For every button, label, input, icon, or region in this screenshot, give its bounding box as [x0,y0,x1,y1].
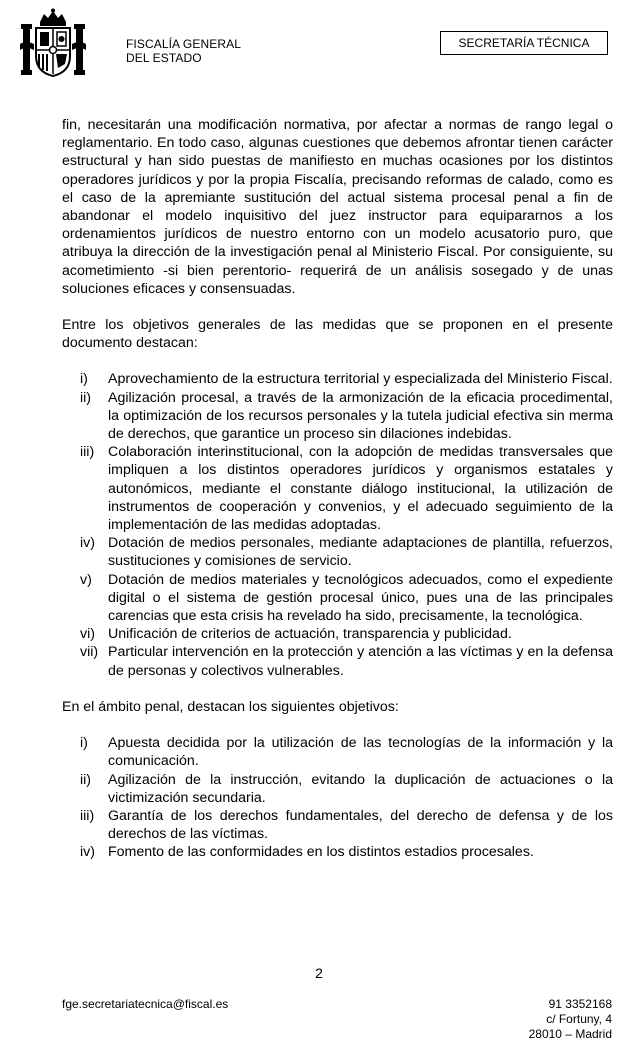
list-item [62,771,613,807]
item-text: Agilización procesal, a través de la armonización de la eficacia procedimental, la optimización de los recursos personales y la tutela judicial efectiva sin merma de derechos, que garantice un proceso sin dilaciones indebidas. [108,389,613,443]
item-text: Garantía de los derechos fundamentales, del derecho de defensa y de los derechos de las víctimas. [108,807,613,843]
item-number: vii) [80,644,99,661]
item-number: iv) [80,535,95,552]
email-text: fge.secretariatecnica@fiscal.es [62,997,229,1011]
item-number: vi) [80,626,95,643]
item-number: iii) [80,444,95,461]
item-text: Dotación de medios personales, mediante adaptaciones de plantilla, refuerzos, sustituciones y comisiones de servicio. [108,535,613,570]
organization-name [126,37,241,65]
department-box [440,31,608,55]
paragraph-intro: fin, necesitarán una modificación normativa, por afectar a normas de rango legal o reglamentario. En todo caso, algunas cuestiones que debemos afrontar tienen carácter estructural y han sido puestas de manifiesto en muchas ocasiones por los distintos operadores jurídicos y por la propia Fiscalía, precisando reformas de calado, como es el caso de la apremiante sustitución del actual sistema procesal penal a fin de abandonar el modelo inquisitivo del juez instructor para equipararnos a los ordenamientos jurídicos de nuestro entorno con un modelo acusatorio puro, que atribuya la dirección de la investigación penal al Ministerio Fiscal. Por consiguiente, su acometimiento -si bien perentorio- requerirá de un análisis sosegado y de unas soluciones eficaces y consensuadas. [62,117,613,297]
page-number: 2 [315,965,323,981]
phone-text: 91 3352168 [548,997,612,1011]
item-text: Particular intervención en la protección y atención a las víctimas y en la defensa de personas y colectivos vulnerables. [108,644,613,679]
item-number: ii) [80,771,92,788]
item-number: i) [80,371,88,388]
list-item [62,625,613,643]
list-item [62,370,613,388]
city-text: 28010 – Madrid [528,1027,612,1041]
penal-objectives-list [62,734,613,861]
paragraph-penal-objectives: En el ámbito penal, destacan los siguientes objetivos: [62,698,399,715]
org-line-2: DEL ESTADO [126,51,202,65]
list-item [62,389,613,444]
item-text: Fomento de las conformidades en los distintos estadios procesales. [108,844,534,861]
list-item [62,843,613,861]
general-objectives-list [62,370,613,679]
item-text: Dotación de medios materiales y tecnológicos adecuados, como el expediente digital o el sistema de gestión procesal único, pues una de las principales carencias que esta crisis ha revelado ha sido, precisamente, la tecnológica. [108,571,613,625]
item-text: Agilización de la instrucción, evitando la duplicación de actuaciones o la victimización secundaria. [108,771,613,806]
item-number: iv) [80,844,95,861]
item-text: Colaboración interinstitucional, con la adopción de medidas transversales que impliquen a los distintos operadores jurídicos y organismos estatales y autonómicos, mediante el constante diálogo institucional, la utilización de instrumentos de cooperación y convenios, y el adecuado seguimiento de la implementación de las medidas adoptadas. [108,444,613,534]
org-line-1: FISCALÍA GENERAL [126,37,241,51]
item-number: ii) [80,389,92,406]
item-number: i) [80,735,88,752]
coat-of-arms-icon [18,8,88,80]
street-text: c/ Fortuny, 4 [546,1012,612,1026]
list-item [62,571,613,626]
list-item [62,734,613,770]
item-text: Unificación de criterios de actuación, transparencia y publicidad. [108,626,512,643]
item-text: Aprovechamiento de la estructura territorial y especializada del Ministerio Fiscal. [108,371,613,388]
footer-email [62,997,228,1012]
department-label: SECRETARÍA TÉCNICA [458,36,590,50]
footer-address [529,997,612,1042]
paragraph-general-objectives: Entre los objetivos generales de las medidas que se proponen en el presente documento destacan: [62,317,613,352]
list-item [62,534,613,570]
item-number: iii) [80,807,95,824]
list-item [62,443,613,534]
list-item [62,807,613,843]
item-number: v) [80,571,92,588]
document-body [62,116,613,880]
list-item [62,643,613,679]
item-text: Apuesta decidida por la utilización de las tecnologías de la información y la comunicación. [108,735,613,770]
